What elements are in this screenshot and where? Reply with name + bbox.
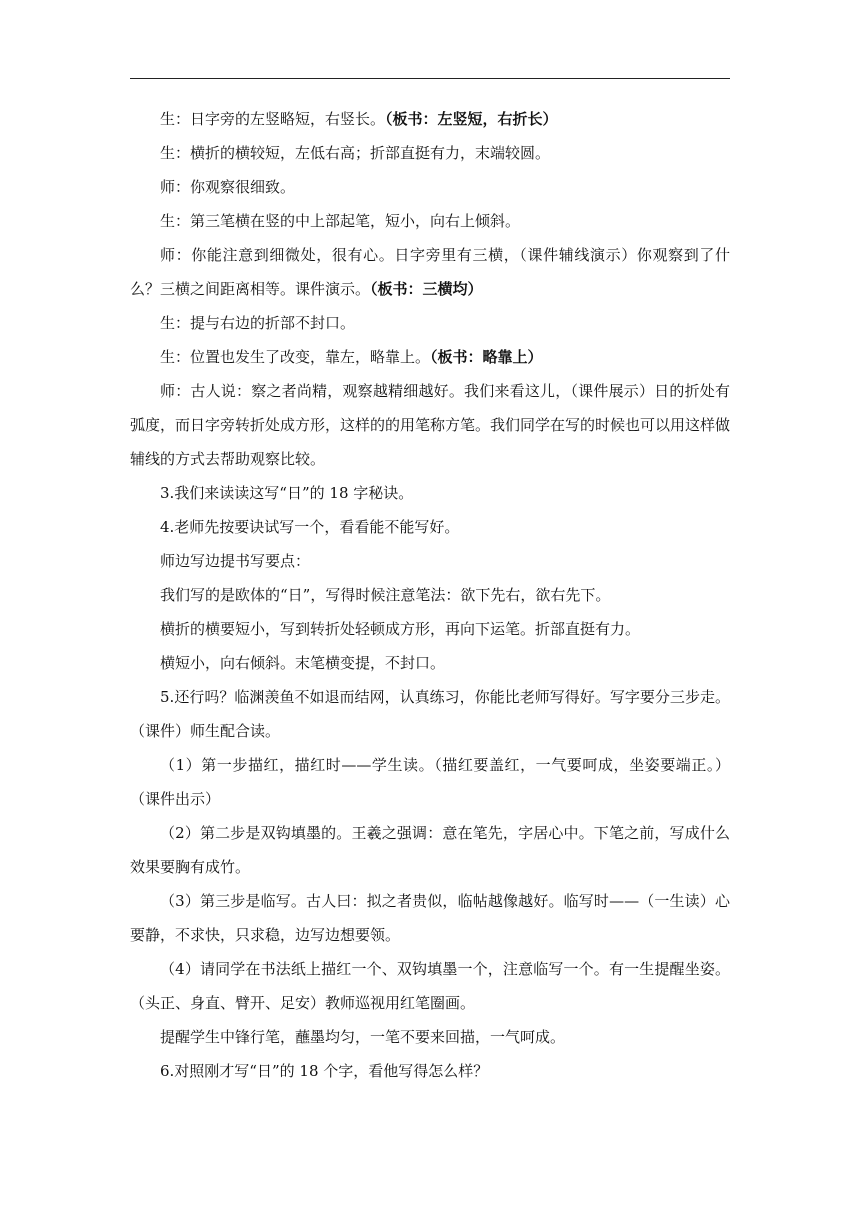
- paragraph: [130, 680, 730, 748]
- header-rule: [130, 78, 730, 79]
- text-run: 师：古人说：察之者尚精，观察越精细越好。我们来看这儿，（课件展示）日的折处有弧度，而日字旁转折处成方形，这样的的用笔称方笔。我们同学在写的时候也可以用这样做辅线的方式去帮助观察比较。: [130, 382, 731, 468]
- text-run: 横折的横要短小，写到转折处轻顿成方形，再向下运笔。折部直挺有力。: [160, 620, 641, 638]
- paragraph: [130, 544, 730, 578]
- text-run: （3）第三步是临写。古人曰：拟之者贵似，临帖越像越好。临写时——（一生读）心要静，不求快，只求稳，边写边想要领。: [130, 892, 730, 944]
- text-run: 横短小，向右倾斜。末笔横变提，不封口。: [160, 654, 446, 672]
- text-run: 6.对照刚才写“日”的 18 个字，看他写得怎么样？: [160, 1062, 489, 1080]
- text-run: 生：提与右边的折部不封口。: [160, 314, 356, 332]
- document-body: [130, 102, 730, 1088]
- text-run: 4.老师先按要诀试写一个，看看能不能写好。: [160, 518, 460, 536]
- paragraph: [130, 646, 730, 680]
- text-run: （1）第一步描红，描红时——学生读。（描红要盖红，一气要呵成，坐姿要端正。）（课件出示）: [130, 756, 730, 808]
- paragraph: [130, 476, 730, 510]
- paragraph: [130, 306, 730, 340]
- text-run: 生：位置也发生了改变，靠左，略靠上。: [160, 348, 431, 366]
- paragraph: [130, 816, 730, 884]
- text-run: 提醒学生中锋行笔，蘸墨均匀，一笔不要来回描，一气呵成。: [160, 1028, 566, 1046]
- paragraph: [130, 204, 730, 238]
- text-run: 生：日字旁的左竖略短，右竖长。: [160, 110, 386, 128]
- paragraph: [130, 1020, 730, 1054]
- paragraph: [130, 340, 730, 374]
- text-run: 生：横折的横较短，左低右高；折部直挺有力，末端较圆。: [160, 144, 551, 162]
- paragraph: [130, 578, 730, 612]
- board-note: （板书：左竖短，右折长）: [385, 110, 558, 128]
- paragraph: [130, 136, 730, 170]
- paragraph: [130, 102, 730, 136]
- paragraph: [130, 1054, 730, 1088]
- paragraph: [130, 238, 730, 306]
- text-run: 师边写边提书写要点：: [160, 552, 311, 570]
- text-run: 我们写的是欧体的“日”，写得时候注意笔法：欲下先右，欲右先下。: [160, 586, 611, 604]
- paragraph: [130, 510, 730, 544]
- text-run: 师：你能注意到细微处，很有心。日字旁里有三横，（课件辅线演示）你观察到了什么？三横之间距离相等。课件演示。: [130, 246, 730, 298]
- board-note: （板书：三横均）: [370, 280, 483, 298]
- paragraph: [130, 612, 730, 646]
- paragraph: [130, 170, 730, 204]
- text-run: 生：第三笔横在竖的中上部起笔，短小，向右上倾斜。: [160, 212, 521, 230]
- text-run: 师：你观察很细致。: [160, 178, 296, 196]
- text-run: 3.我们来读读这写“日”的 18 字秘诀。: [160, 484, 414, 502]
- paragraph: [130, 748, 730, 816]
- paragraph: [130, 952, 730, 1020]
- paragraph: [130, 884, 730, 952]
- text-run: （4）请同学在书法纸上描红一个、双钩填墨一个，注意临写一个。有一生提醒坐姿。（头正、身直、臂开、足安）教师巡视用红笔圈画。: [130, 960, 730, 1012]
- paragraph: [130, 374, 730, 476]
- board-note: （板书：略靠上）: [430, 348, 543, 366]
- text-run: （2）第二步是双钩填墨的。王羲之强调：意在笔先，字居心中。下笔之前，写成什么效果要胸有成竹。: [130, 824, 730, 876]
- text-run: 5.还行吗？临渊羡鱼不如退而结网，认真练习，你能比老师写得好。写字要分三步走。（课件）师生配合读。: [130, 688, 730, 740]
